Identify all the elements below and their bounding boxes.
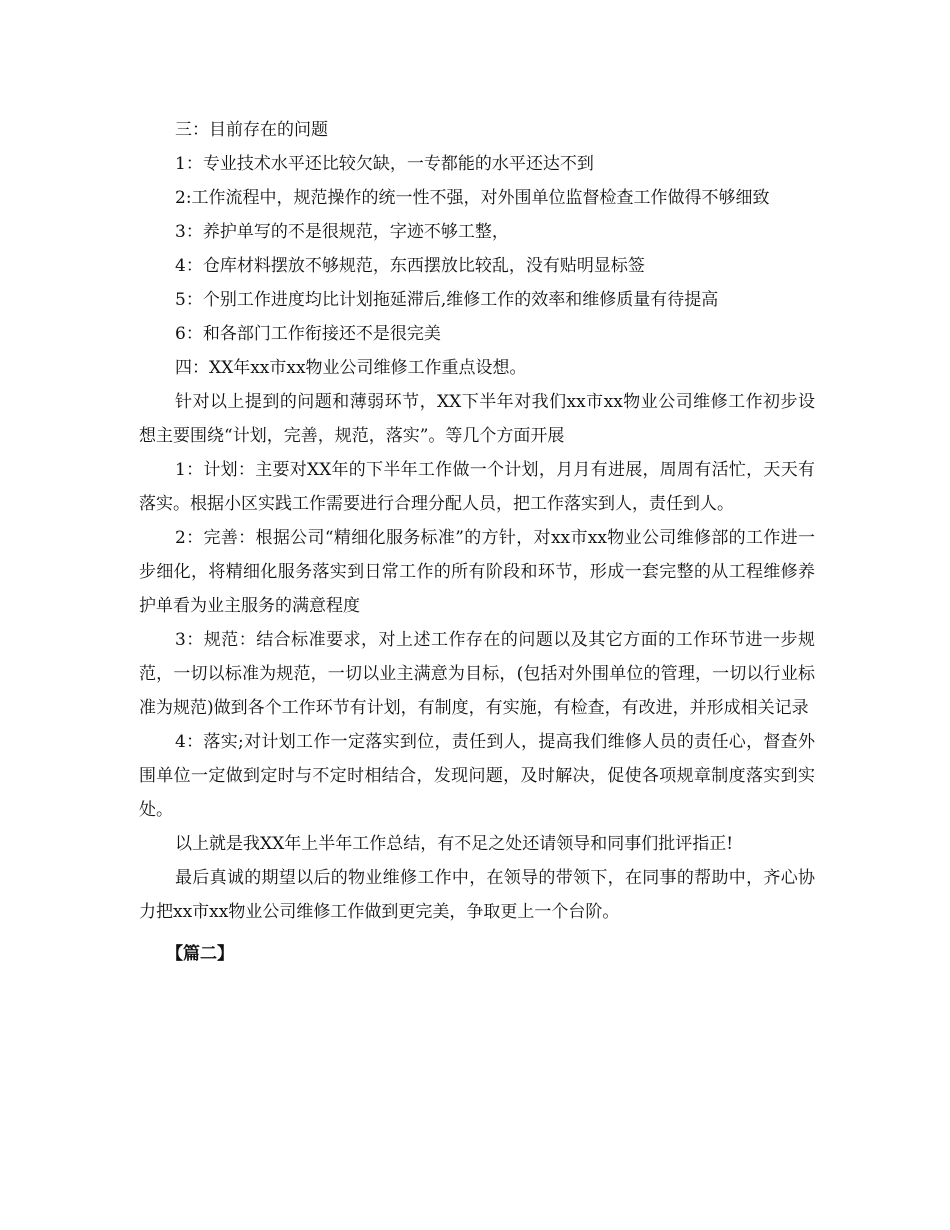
paragraph: 1：专业技术水平还比较欠缺，一专都能的水平还达不到 <box>175 154 594 174</box>
paragraph: 2:工作流程中，规范操作的统一性不强，对外围单位监督检查工作做得不够细致 <box>175 188 770 208</box>
paragraph: 最后真诚的期望以后的物业维修工作中，在领导的带领下，在同事的帮助中，齐心协力把xx市xx物业公司维修工作做到更完美，争取更上一个台阶。 <box>139 868 815 922</box>
paragraph: 2：完善：根据公司“精细化服务标准”的方针，对xx市xx物业公司维修部的工作进一步细化，将精细化服务落实到日常工作的所有阶段和环节，形成一套完整的从工程维修养护单看为业主服务的满意程度 <box>139 528 815 616</box>
paragraph: 4：仓库材料摆放不够规范，东西摆放比较乱，没有贴明显标签 <box>175 256 645 276</box>
paragraph: 3：规范：结合标准要求，对上述工作存在的问题以及其它方面的工作环节进一步规范，一切以标准为规范，一切以业主满意为目标，(包括对外围单位的管理，一切以行业标准为规范)做到各个工作环节有计划，有制度，有实施，有检查，有改进，并形成相关记录 <box>139 630 815 718</box>
paragraph: 以上就是我XX年上半年工作总结，有不足之处还请领导和同事们批评指正! <box>175 834 734 854</box>
paragraph: 6：和各部门工作衔接还不是很完美 <box>175 324 441 344</box>
section-heading-plans: 四：XX年xx市xx物业公司维修工作重点设想。 <box>175 358 527 378</box>
paragraph: 针对以上提到的问题和薄弱环节，XX下半年对我们xx市xx物业公司维修工作初步设想主要围绕“计划，完善，规范，落实”。等几个方面开展 <box>139 392 815 446</box>
paragraph: 5：个别工作进度均比计划拖延滞后,维修工作的效率和维修质量有待提高 <box>175 290 719 310</box>
document-body <box>139 113 815 971</box>
paragraph: 3：养护单写的不是很规范，字迹不够工整， <box>175 222 509 242</box>
section-heading-problems: 三：目前存在的问题 <box>175 120 328 140</box>
paragraph: 1：计划：主要对XX年的下半年工作做一个计划，月月有进展，周周有活忙，天天有落实。根据小区实践工作需要进行合理分配人员，把工作落实到人，责任到人。 <box>139 460 815 514</box>
paragraph: 4：落实;对计划工作一定落实到位，责任到人，提高我们维修人员的责任心，督查外围单位一定做到定时与不定时相结合，发现问题，及时解决，促使各项规章制度落实到实处。 <box>139 732 815 820</box>
chapter-heading: 【篇二】 <box>166 944 234 964</box>
